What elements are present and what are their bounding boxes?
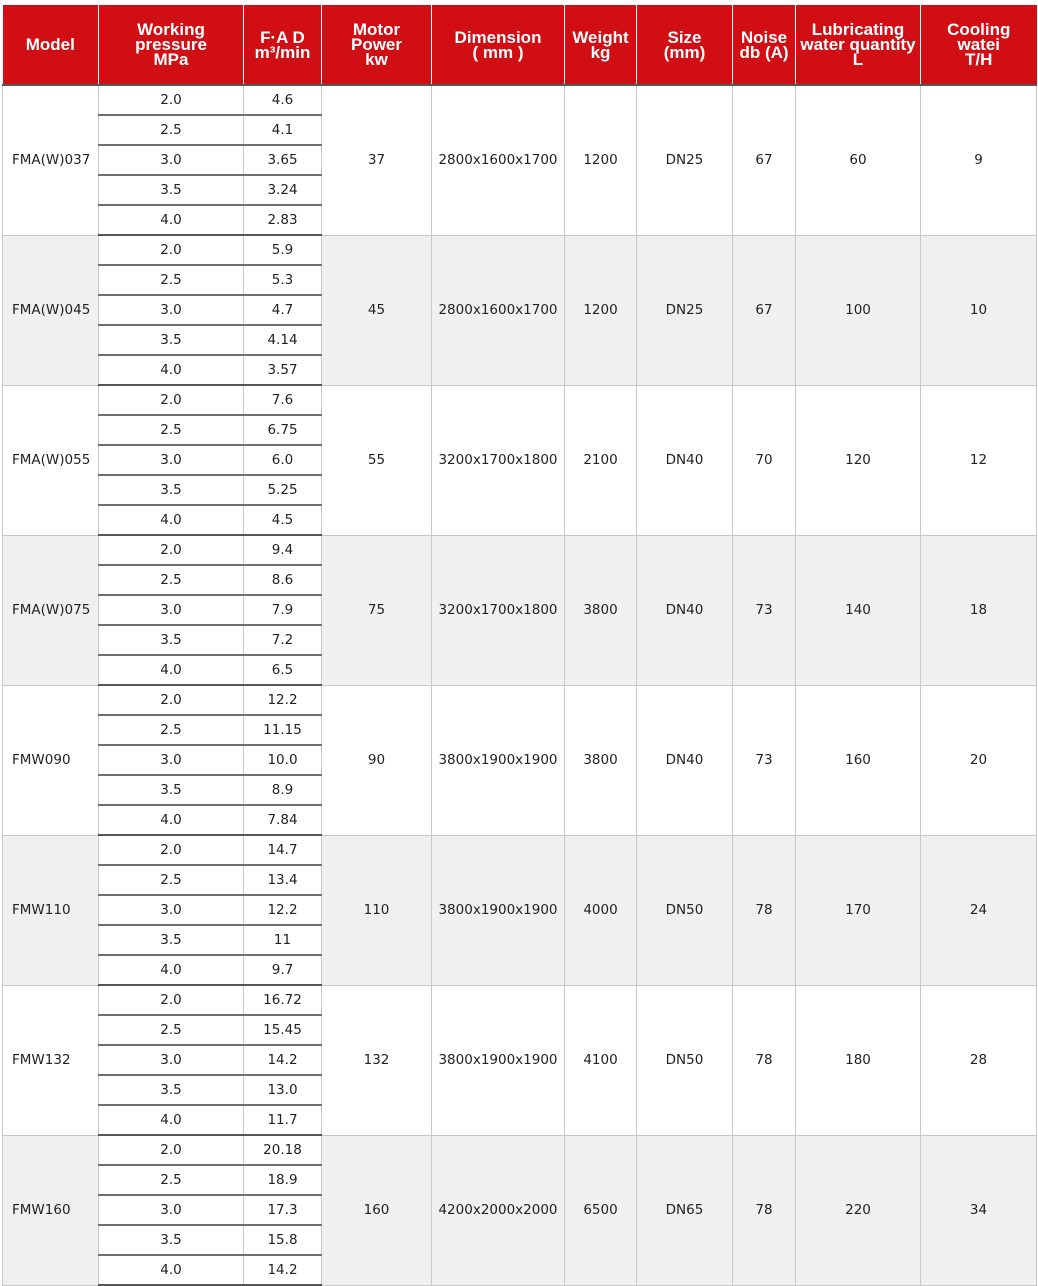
cooling-water-cell: 9: [921, 85, 1037, 235]
pressure-cell: 3.5: [99, 175, 244, 205]
fad-cell: 10.0: [244, 745, 322, 775]
fad-cell: 6.5: [244, 655, 322, 685]
weight-cell: 3800: [565, 685, 637, 835]
cooling-water-cell: 20: [921, 685, 1037, 835]
motor-power-cell: 132: [322, 985, 432, 1135]
model-cell: FMA(W)045: [3, 235, 99, 385]
cooling-water-cell: 34: [921, 1135, 1037, 1285]
pressure-cell: 3.0: [99, 595, 244, 625]
dimension-cell: 3800x1900x1900: [432, 985, 565, 1135]
weight-cell: 4100: [565, 985, 637, 1135]
fad-cell: 15.45: [244, 1015, 322, 1045]
pressure-cell: 3.0: [99, 145, 244, 175]
pressure-cell: 2.5: [99, 715, 244, 745]
fad-cell: 14.2: [244, 1045, 322, 1075]
header-working-pressure: Working pressure MPa: [99, 5, 244, 85]
fad-cell: 3.24: [244, 175, 322, 205]
size-cell: DN25: [637, 85, 733, 235]
pressure-cell: 2.0: [99, 535, 244, 565]
weight-cell: 4000: [565, 835, 637, 985]
model-group: [3, 1135, 1037, 1285]
pressure-cell: 3.0: [99, 1045, 244, 1075]
lubricating-water-cell: 120: [796, 385, 921, 535]
fad-cell: 3.57: [244, 355, 322, 385]
table-row: [3, 235, 1037, 265]
model-group: [3, 85, 1037, 235]
cooling-water-cell: 24: [921, 835, 1037, 985]
fad-cell: 4.7: [244, 295, 322, 325]
motor-power-cell: 45: [322, 235, 432, 385]
pressure-cell: 4.0: [99, 1255, 244, 1285]
pressure-cell: 3.5: [99, 925, 244, 955]
pressure-cell: 2.0: [99, 235, 244, 265]
dimension-cell: 3200x1700x1800: [432, 535, 565, 685]
pressure-cell: 3.5: [99, 475, 244, 505]
pressure-cell: 4.0: [99, 505, 244, 535]
header-dimension: Dimension ( mm ): [432, 5, 565, 85]
pressure-cell: 3.5: [99, 625, 244, 655]
fad-cell: 3.65: [244, 145, 322, 175]
pressure-cell: 3.5: [99, 1075, 244, 1105]
fad-cell: 6.75: [244, 415, 322, 445]
table-header: [3, 5, 1037, 85]
header-size: Size (mm): [637, 5, 733, 85]
fad-cell: 7.6: [244, 385, 322, 415]
size-cell: DN50: [637, 835, 733, 985]
header-fad: F·A D m³/min: [244, 5, 322, 85]
pressure-cell: 4.0: [99, 955, 244, 985]
pressure-cell: 2.5: [99, 415, 244, 445]
pressure-cell: 3.0: [99, 745, 244, 775]
size-cell: DN40: [637, 385, 733, 535]
pressure-cell: 2.0: [99, 835, 244, 865]
pressure-cell: 4.0: [99, 655, 244, 685]
fad-cell: 2.83: [244, 205, 322, 235]
pressure-cell: 3.5: [99, 1225, 244, 1255]
dimension-cell: 2800x1600x1700: [432, 85, 565, 235]
pressure-cell: 2.5: [99, 865, 244, 895]
fad-cell: 4.1: [244, 115, 322, 145]
fad-cell: 11: [244, 925, 322, 955]
fad-cell: 13.0: [244, 1075, 322, 1105]
model-group: [3, 835, 1037, 985]
fad-cell: 16.72: [244, 985, 322, 1015]
table-row: [3, 1135, 1037, 1165]
pressure-cell: 2.5: [99, 265, 244, 295]
fad-cell: 5.3: [244, 265, 322, 295]
lubricating-water-cell: 160: [796, 685, 921, 835]
model-group: [3, 385, 1037, 535]
model-cell: FMW090: [3, 685, 99, 835]
fad-cell: 8.6: [244, 565, 322, 595]
cooling-water-cell: 18: [921, 535, 1037, 685]
weight-cell: 6500: [565, 1135, 637, 1285]
table-row: [3, 535, 1037, 565]
size-cell: DN40: [637, 685, 733, 835]
pressure-cell: 2.5: [99, 1165, 244, 1195]
pressure-cell: 2.5: [99, 1015, 244, 1045]
noise-cell: 67: [733, 85, 796, 235]
fad-cell: 7.9: [244, 595, 322, 625]
pressure-cell: 4.0: [99, 805, 244, 835]
table-row: [3, 835, 1037, 865]
fad-cell: 18.9: [244, 1165, 322, 1195]
lubricating-water-cell: 60: [796, 85, 921, 235]
weight-cell: 1200: [565, 235, 637, 385]
noise-cell: 78: [733, 985, 796, 1135]
pressure-cell: 3.0: [99, 1195, 244, 1225]
motor-power-cell: 75: [322, 535, 432, 685]
dimension-cell: 2800x1600x1700: [432, 235, 565, 385]
cooling-water-cell: 12: [921, 385, 1037, 535]
header-lubricating-water: Lubricating water quantity L: [796, 5, 921, 85]
fad-cell: 17.3: [244, 1195, 322, 1225]
pressure-cell: 2.0: [99, 985, 244, 1015]
pressure-cell: 3.5: [99, 325, 244, 355]
table-row: [3, 385, 1037, 415]
model-cell: FMW110: [3, 835, 99, 985]
pressure-cell: 4.0: [99, 205, 244, 235]
pressure-cell: 4.0: [99, 1105, 244, 1135]
weight-cell: 1200: [565, 85, 637, 235]
model-group: [3, 235, 1037, 385]
dimension-cell: 3800x1900x1900: [432, 685, 565, 835]
weight-cell: 2100: [565, 385, 637, 535]
fad-cell: 11.7: [244, 1105, 322, 1135]
fad-cell: 11.15: [244, 715, 322, 745]
model-group: [3, 985, 1037, 1135]
fad-cell: 4.14: [244, 325, 322, 355]
model-group: [3, 685, 1037, 835]
fad-cell: 9.7: [244, 955, 322, 985]
weight-cell: 3800: [565, 535, 637, 685]
fad-cell: 20.18: [244, 1135, 322, 1165]
pressure-cell: 2.0: [99, 385, 244, 415]
fad-cell: 4.5: [244, 505, 322, 535]
pressure-cell: 3.0: [99, 445, 244, 475]
fad-cell: 12.2: [244, 895, 322, 925]
lubricating-water-cell: 170: [796, 835, 921, 985]
pressure-cell: 3.5: [99, 775, 244, 805]
size-cell: DN25: [637, 235, 733, 385]
pressure-cell: 2.5: [99, 115, 244, 145]
table-row: [3, 685, 1037, 715]
dimension-cell: 3200x1700x1800: [432, 385, 565, 535]
noise-cell: 73: [733, 685, 796, 835]
motor-power-cell: 55: [322, 385, 432, 535]
header-cooling-water: Cooling watei T/H: [921, 5, 1037, 85]
lubricating-water-cell: 100: [796, 235, 921, 385]
fad-cell: 7.84: [244, 805, 322, 835]
dimension-cell: 4200x2000x2000: [432, 1135, 565, 1285]
model-cell: FMW132: [3, 985, 99, 1135]
model-cell: FMA(W)055: [3, 385, 99, 535]
fad-cell: 6.0: [244, 445, 322, 475]
lubricating-water-cell: 220: [796, 1135, 921, 1285]
lubricating-water-cell: 140: [796, 535, 921, 685]
fad-cell: 9.4: [244, 535, 322, 565]
header-row: [3, 5, 1037, 85]
cooling-water-cell: 28: [921, 985, 1037, 1135]
pressure-cell: 2.5: [99, 565, 244, 595]
lubricating-water-cell: 180: [796, 985, 921, 1135]
table-row: [3, 85, 1037, 115]
fad-cell: 14.2: [244, 1255, 322, 1285]
motor-power-cell: 90: [322, 685, 432, 835]
fad-cell: 12.2: [244, 685, 322, 715]
fad-cell: 4.6: [244, 85, 322, 115]
fad-cell: 13.4: [244, 865, 322, 895]
noise-cell: 78: [733, 1135, 796, 1285]
header-weight: Weight kg: [565, 5, 637, 85]
pressure-cell: 3.0: [99, 895, 244, 925]
fad-cell: 5.9: [244, 235, 322, 265]
dimension-cell: 3800x1900x1900: [432, 835, 565, 985]
model-cell: FMW160: [3, 1135, 99, 1285]
size-cell: DN40: [637, 535, 733, 685]
pressure-cell: 2.0: [99, 85, 244, 115]
pressure-cell: 3.0: [99, 295, 244, 325]
table-row: [3, 985, 1037, 1015]
header-noise: Noise db (A): [733, 5, 796, 85]
motor-power-cell: 160: [322, 1135, 432, 1285]
noise-cell: 78: [733, 835, 796, 985]
fad-cell: 14.7: [244, 835, 322, 865]
cooling-water-cell: 10: [921, 235, 1037, 385]
header-model: Model: [3, 5, 99, 85]
fad-cell: 8.9: [244, 775, 322, 805]
size-cell: DN50: [637, 985, 733, 1135]
size-cell: DN65: [637, 1135, 733, 1285]
noise-cell: 73: [733, 535, 796, 685]
pressure-cell: 2.0: [99, 685, 244, 715]
model-cell: FMA(W)037: [3, 85, 99, 235]
pressure-cell: 4.0: [99, 355, 244, 385]
fad-cell: 7.2: [244, 625, 322, 655]
header-motor-power: Motor Power kw: [322, 5, 432, 85]
model-group: [3, 535, 1037, 685]
spec-table: [2, 5, 1037, 1286]
fad-cell: 5.25: [244, 475, 322, 505]
noise-cell: 70: [733, 385, 796, 535]
motor-power-cell: 110: [322, 835, 432, 985]
model-cell: FMA(W)075: [3, 535, 99, 685]
fad-cell: 15.8: [244, 1225, 322, 1255]
motor-power-cell: 37: [322, 85, 432, 235]
noise-cell: 67: [733, 235, 796, 385]
pressure-cell: 2.0: [99, 1135, 244, 1165]
